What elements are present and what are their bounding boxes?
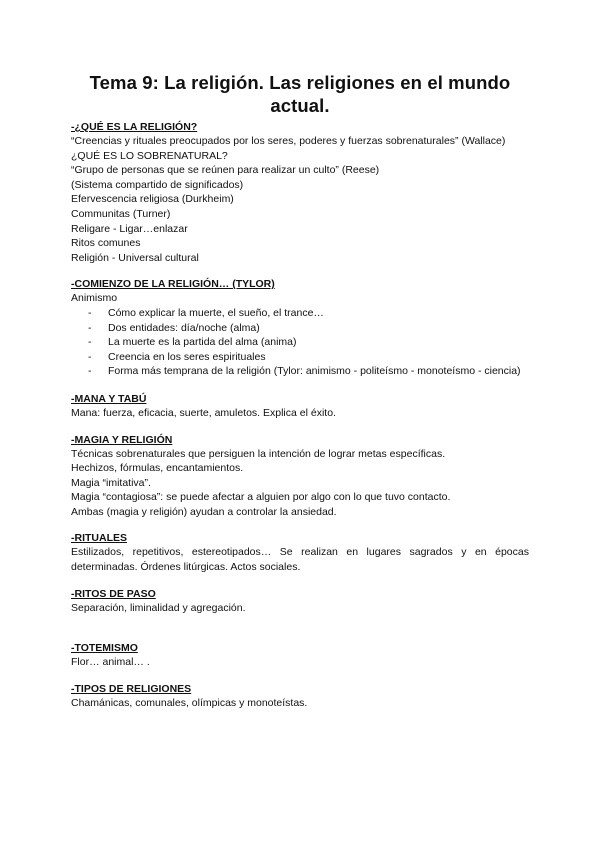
text-line: Hechizos, fórmulas, encantamientos. xyxy=(71,462,244,475)
section-heading: -¿QUÉ ES LA RELIGIÓN? xyxy=(71,121,198,133)
text-line: Religión - Universal cultural xyxy=(71,251,199,264)
section-tipos-de-religiones xyxy=(71,683,529,711)
section-heading: -TOTEMISMO xyxy=(71,642,138,655)
section-heading: -MANA Y TABÚ xyxy=(71,392,147,405)
text-line: ¿QUÉ ES LO SOBRENATURAL? xyxy=(71,149,228,162)
text-line: Ambas (magia y religión) ayudan a controlar la ansiedad. xyxy=(71,505,337,518)
text-line: Animismo xyxy=(71,292,118,305)
text-line: Técnicas sobrenaturales que persiguen la intención de lograr metas específicas. xyxy=(71,447,446,460)
section-heading: -RITOS DE PASO xyxy=(71,587,156,600)
list-item: - Creencia en los seres espirituales xyxy=(71,350,529,365)
section-rituales xyxy=(71,532,529,574)
section-ritos-de-paso xyxy=(71,588,529,616)
list-item: - Cómo explicar la muerte, el sueño, el trance… xyxy=(71,306,529,321)
text-line: (Sistema compartido de significados) xyxy=(71,178,244,191)
section-heading: -TIPOS DE RELIGIONES xyxy=(71,682,192,695)
section-mana-y-tabu xyxy=(71,393,529,421)
section-que-es-la-religion xyxy=(71,121,529,265)
list-item: - Dos entidades: día/noche (alma) xyxy=(71,321,529,336)
section-magia-y-religion xyxy=(71,434,529,520)
paragraph: “Creencias y rituales preocupados por los seres, poderes y fuerzas sobrenaturales” (Wallace) xyxy=(71,135,506,147)
text-line: Religare - Ligar…enlazar xyxy=(71,222,188,235)
text-line: Efervescencia religiosa (Durkheim) xyxy=(71,193,234,206)
list-item: - Forma más temprana de la religión (Tylor: animismo - politeísmo - monoteísmo - ciencia) xyxy=(71,364,529,379)
text-line: Communitas (Turner) xyxy=(71,207,171,220)
text-line: Chamánicas, comunales, olímpicas y monoteístas. xyxy=(71,696,308,709)
text-line: “Grupo de personas que se reúnen para realizar un culto” (Reese) xyxy=(71,164,380,177)
text-line: Separación, liminalidad y agregación. xyxy=(71,601,246,614)
section-comienzo-de-la-religion xyxy=(71,278,529,379)
section-totemismo xyxy=(71,642,529,670)
text-line: Ritos comunes xyxy=(71,237,141,250)
text-line: Magia “contagiosa”: se puede afectar a alguien por algo con lo que tuvo contacto. xyxy=(71,491,451,504)
text-line: Flor… animal… . xyxy=(71,656,150,669)
section-heading: -COMIENZO DE LA RELIGIÓN… (TYLOR) xyxy=(71,278,275,291)
bullet-list xyxy=(71,306,529,379)
document-page xyxy=(71,0,529,710)
list-item: - La muerte es la partida del alma (anima) xyxy=(71,335,529,350)
text-line: Mana: fuerza, eficacia, suerte, amuletos. Explica el éxito. xyxy=(71,406,336,419)
section-heading: -MAGIA Y RELIGIÓN xyxy=(71,433,173,446)
section-heading: -RITUALES xyxy=(71,532,127,545)
paragraph: Estilizados, repetitivos, estereotipados… Se realizan en lugares sagrados y en épocas determinadas. Órdenes litúrgicas. Actos sociales. xyxy=(71,546,529,574)
page-title: Tema 9: La religión. Las religiones en el mundo actual. xyxy=(89,72,511,116)
text-line: Magia “imitativa”. xyxy=(71,476,151,489)
